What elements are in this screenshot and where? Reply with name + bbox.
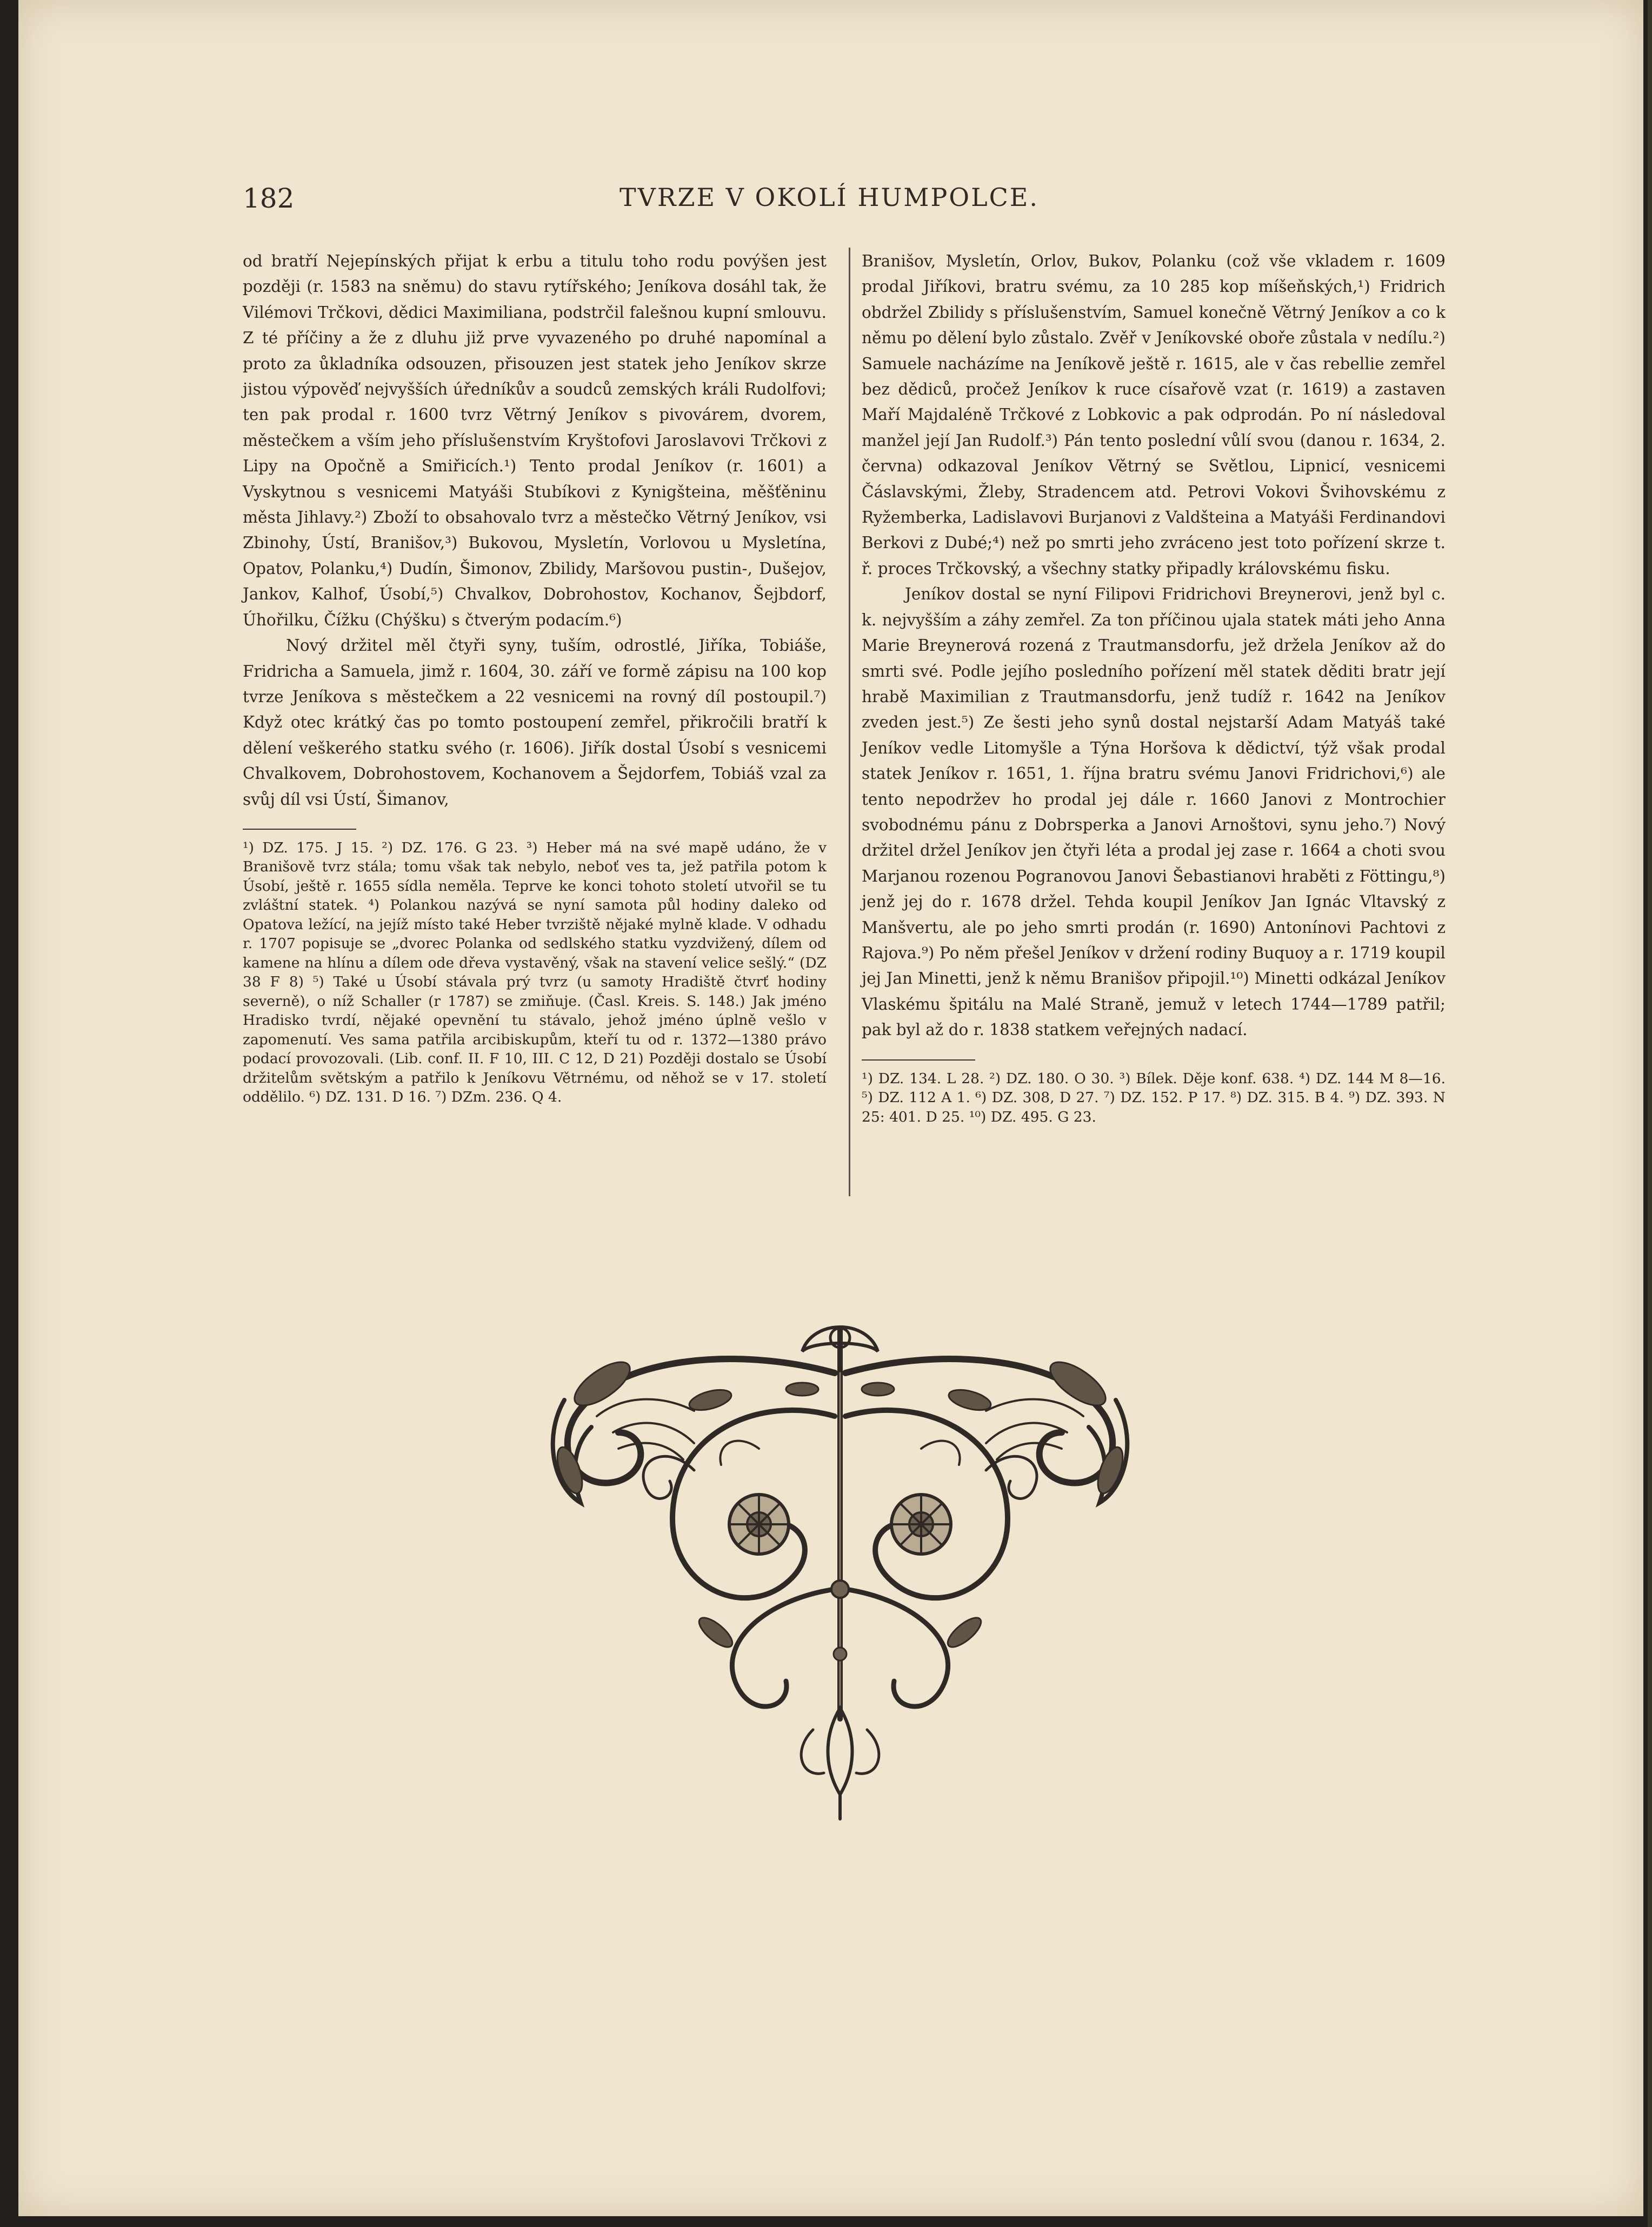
- left-footnotes: ¹) DZ. 175. J 15. ²) DZ. 176. G 23. ³) Heber má na své mapě udáno, že v Branišově tvrz stála; tomu však tak nebylo, neboť ves ta, jež patřila potom k Úsobí, ještě r. 1655 sídla neměla. Teprve ke konci tohoto století utvořil se tu zvláštní statek. ⁴) Polankou nazývá se nyní samota půl hodiny daleko od Opatova ležící, na jejíž místo také Heber tvrziště nějaké mylně klade. V odhadu r. 1707 popisuje se „dvorec Polanka od sedlského statku vyzdvižený, dílem od kamene na hlínu a dílem ode dřeva vystavěný, však na stavení velice sešlý.“ (DZ 38 F 8) ⁵) Také u Úsobí stávala prý tvrz (u samoty Hradiště čtvrť hodiny severně), o níž Schaller (r 1787) se zmiňuje. (Časl. Kreis. S. 148.) Jak jméno Hradisko tvrdí, nějaké opevnění tu stávalo, jehož jméno úplně vešlo v zapomenutí. Ves sama patřila arcibiskupům, kteří tu od r. 1372—1380 právo podací provozovali. (Lib. conf. II. F 10, III. C 12, D 21) Později dostalo se Úsobí držitelům světským a patřilo k Jeníkovu Větrnému, od něhož se v 17. století oddělilo. ⁶) DZ. 131. D 16. ⁷) DZm. 236. Q 4.: [243, 839, 827, 1106]
- column-divider: [849, 248, 850, 1196]
- baroque-ornament-icon: [532, 1308, 1148, 1827]
- right-footnotes: ¹) DZ. 134. L 28. ²) DZ. 180. O 30. ³) Bílek. Děje konf. 638. ⁴) DZ. 144 M 8—16. ⁵) DZ. 112 A 1. ⁶) DZ. 308, D 27. ⁷) DZ. 152. P 17. ⁸) DZ. 315. B 4. ⁹) DZ. 393. N 25: 401. D 25. ¹⁰) DZ. 495. G 23.: [862, 1070, 1446, 1125]
- book-page: [18, 0, 1643, 2216]
- running-head: TVRZE V OKOLÍ HUMPOLCE.: [619, 183, 1040, 212]
- left-column: [243, 249, 827, 1107]
- right-paragraph-1: Branišov, Mysletín, Orlov, Bukov, Polanku (což vše vkladem r. 1609 prodal Jiříkovi, bratru svému, za 10 285 kop míšeňských,¹) Fridrich obdržel Zbilidy s příslušenstvím, Samuel konečně Větrný Jeníkov a co k němu po dělení bylo zůstalo. Zvěř v Jeníkovské oboře zůstala v nedílu.²) Samuele nacházíme na Jeníkově ještě r. 1615, ale v čas rebellie zemřel bez dědiců, pročež Jeníkov k ruce císařově vzat (r. 1619) a zastaven Maří Majdaléně Trčkové z Lobkovic a pak odprodán. Po ní následoval manžel její Jan Rudolf.³) Pán tento poslední vůlí svou (danou r. 1634, 2. června) odkazoval Jeníkov Větrný se Světlou, Lipnicí, vesnicemi Čáslavskými, Žleby, Stradencem atd. Petrovi Vokovi Švihovskému z Ryžemberka, Ladislavovi Burjanovi z Valdšteina a Matyáši Ferdinandovi Berkovi z Dubé;⁴) než po smrti jeho zvráceno jest toto pořízení skrze t. ř. proces Trčkovský, a všechny statky připadly královskému fisku.: [862, 252, 1446, 578]
- page-edge: [1648, 0, 1652, 2227]
- left-paragraph-1: od bratří Nejepínských přijat k erbu a titulu toho rodu povýšen jest později (r. 1583 na sněmu) do stavu rytířského; Jeníkova dosáhl tak, že Vilémovi Trčkovi, dědici Maximiliana, podstrčil falešnou kupní smlouvu. Z té příčiny a že z dluhu již prve vyvazeného po druhé napomínal a proto za ůkladníka odsouzen, přisouzen jest statek jeho Jeníkov skrze jistou výpověď nejvyšších úředníkův a soudců zemských králi Rudolfovi; ten pak prodal r. 1600 tvrz Větrný Jeníkov s pivovárem, dvorem, městečkem a vším jeho příslušenstvím Kryštofovi Jaroslavovi Trčkovi z Lipy na Opočně a Smiřicích.¹) Tento prodal Jeníkov (r. 1601) a Vyskytnou s vesnicemi Matyáši Stubíkovi z Kynigšteina, měšťěninu města Jihlavy.²) Zboží to obsahovalo tvrz a městečko Větrný Jeníkov, vsi Zbinohy, Ústí, Branišov,³) Bukovou, Mysletín, Vorlovou u Mysletína, Opatov, Polanku,⁴) Dudín, Šimonov, Zbilidy, Maršovou pustin-, Dušejov, Jankov, Kalhof, Úsobí,⁵) Chvalkov, Dobrohostov, Kochanov, Šejbdorf, Úhořilku, Čížku (Chýšku) s čtverým podacím.⁶): [243, 252, 827, 629]
- left-paragraph-2: Nový držitel měl čtyři syny, tuším, odrostlé, Jiříka, Tobiáše, Fridricha a Samuela, jimž r. 1604, 30. září ve formě zápisu na 100 kop tvrze Jeníkova s městečkem a 22 vesnicemi na rovný díl postoupil.⁷) Když otec krátký čas po tomto postoupení zemřel, přikročili bratří k dělení veškerého statku svého (r. 1606). Jiřík dostal Úsobí s vesnicemi Chvalkovem, Dobrohostovem, Kochanovem a Šejdorfem, Tobiáš vzal za svůj díl vsi Ústí, Šimanov,: [243, 636, 827, 809]
- page-header: [18, 177, 1643, 221]
- right-column: [862, 249, 1446, 1126]
- page-number: 182: [243, 183, 295, 214]
- right-paragraph-2: Jeníkov dostal se nyní Filipovi Fridrichovi Breynerovi, jenž byl c. k. nejvyšším a záhy zemřel. Za ton příčinou ujala statek máti jeho Anna Marie Breynerová rozená z Trautmansdorfu, jež držela Jeníkov až do smrti své. Podle jejího posledního pořízení měl statek děditi bratr její hrabě Maximilian z Trautmansdorfu, jenž tudíž r. 1642 na Jeníkov zveden jest.⁵) Ze šesti jeho synů dostal nejstarší Adam Matyáš také Jeníkov vedle Litomyšle a Týna Horšova k dědictví, týž však prodal statek Jeníkov r. 1651, 1. října bratru svému Janovi Fridrichovi,⁶) ale tento nepodržev ho prodal jej dále r. 1660 Janovi z Montrochier svobodnému pánu z Dobrsperka a Janovi Arnoštovi, synu jeho.⁷) Nový držitel držel Jeníkov jen čtyři léta a prodal jej zase r. 1664 a choti svou Marjanou rozenou Pogranovou Janovi Šebastianovi hraběti z Föttingu,⁸) jenž jej do r. 1678 držel. Tehda koupil Jeníkov Jan Ignác Vltavský z Manšvertu, ale po jeho smrti prodán (r. 1690) Antonínovi Pachtovi z Rajova.⁹) Po něm přešel Jeníkov v držení rodiny Buquoy a r. 1719 koupil jej Jan Minetti, jenž k němu Branišov připojil.¹⁰) Minetti odkázal Jeníkov Vlaskému špitálu na Malé Straně, jemuž v letech 1744—1789 patřil; pak byl až do r. 1838 statkem veřejných nadací.: [862, 585, 1446, 1039]
- footnote-rule: [862, 1059, 975, 1061]
- footnote-rule: [243, 829, 356, 830]
